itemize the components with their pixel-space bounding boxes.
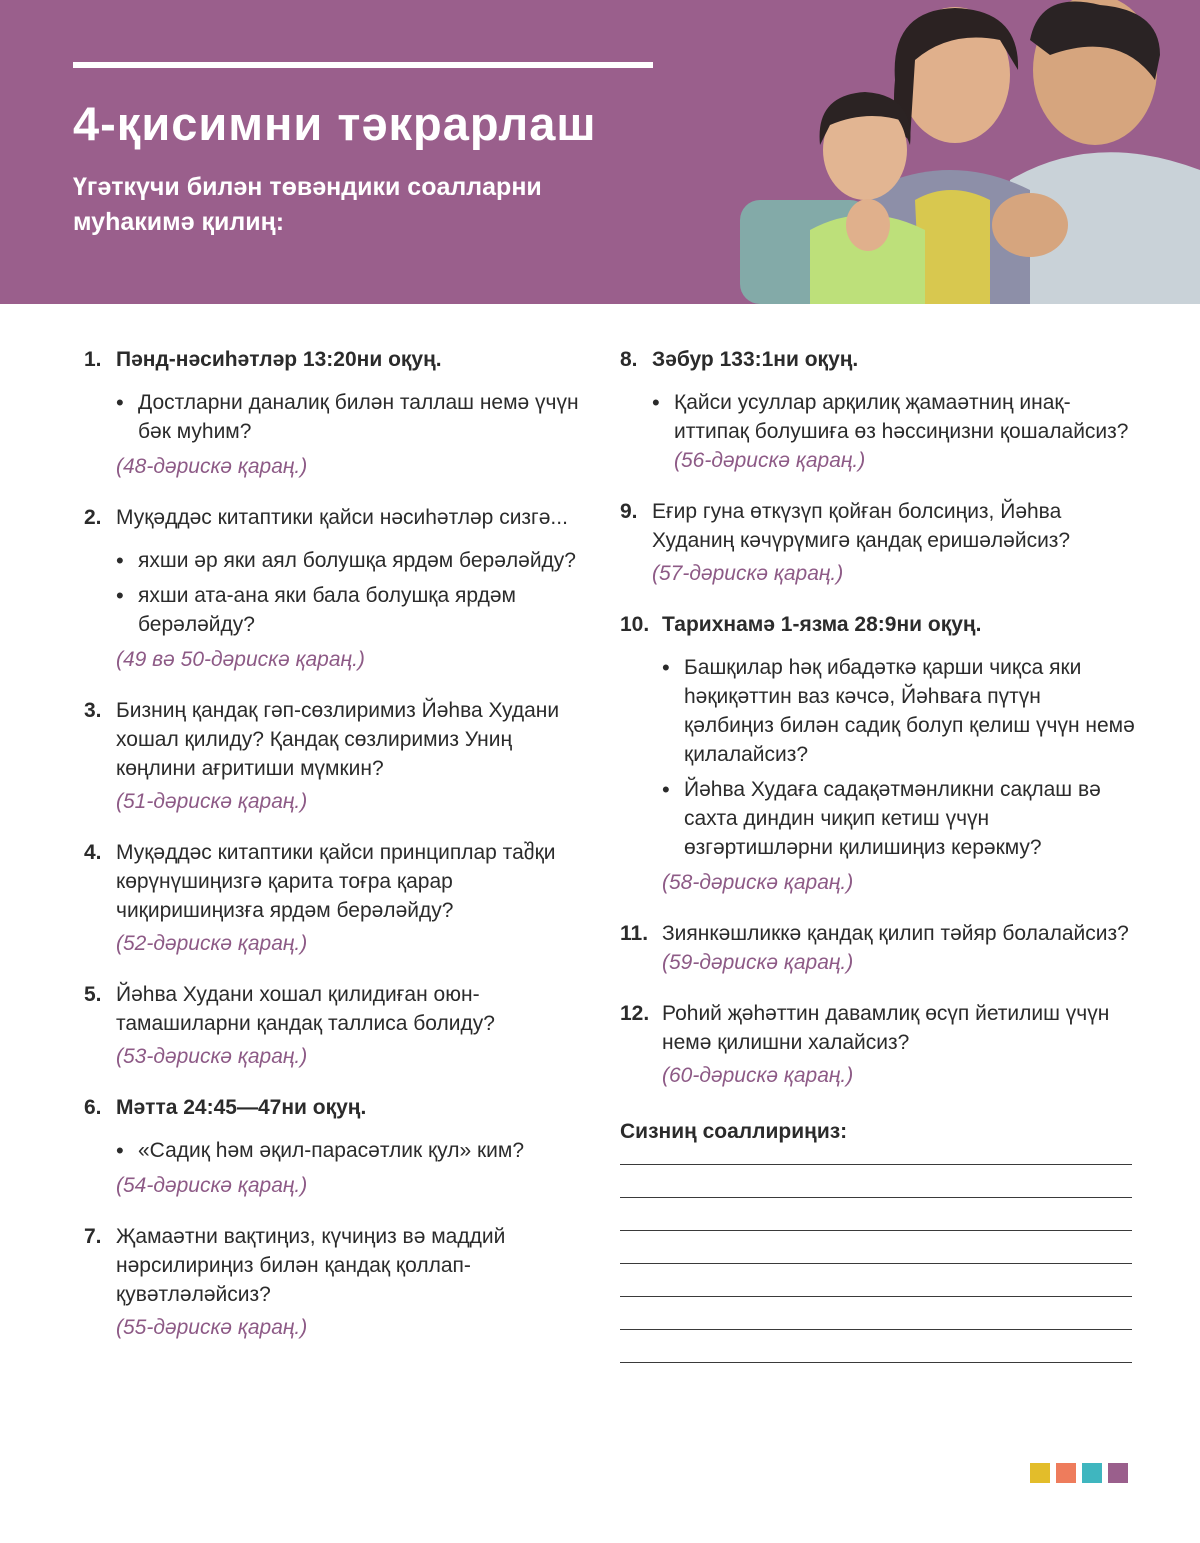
color-square <box>1056 1463 1076 1483</box>
bullet-list <box>116 388 584 446</box>
bullet-text: «Садиқ һәм әқил-парасәтлик қул» ким? <box>138 1139 525 1162</box>
answer-line <box>620 1362 1132 1363</box>
bullet-text: Башқилар һәқ ибадәткә қарши чиқса яки һәқиқәттин ваз кәчсә, Йәһваға пүтүн қәлбиңиз билән садиқ болуп қелиш үчүн немә қилалайсиз? <box>684 656 1135 766</box>
question-text: Роһий җәһәттин давамлиқ өсүп йетилиш үчүн немә қилишни халайсиз? <box>662 1002 1110 1054</box>
lesson-reference: (54-дәрискә қараң.) <box>116 1174 308 1197</box>
question-text: Муқәддәс китаптики қайси нәсиһәтләр сизгә... <box>116 506 568 529</box>
question-number: 12. <box>620 1002 650 1025</box>
bullet-item <box>662 775 1135 862</box>
bullet-list <box>662 653 1135 862</box>
question-item <box>84 838 584 958</box>
question-number: 11. <box>620 922 649 945</box>
question-number: 9. <box>620 500 638 523</box>
page-title: 4-қисимни тәкрарлаш <box>73 97 597 150</box>
bullet-text: Йәһва Худаға садақәтмәнликни сақлаш вә сахта диндин чиқип кетиш үчүн өзгәртишләрни қилишиңиз керәкму? <box>684 778 1101 859</box>
answer-line <box>620 1197 1132 1198</box>
lesson-reference: (59-дәрискә қараң.) <box>662 951 854 974</box>
bullet-text: яхши әр яки аял болушқа ярдәм берәләйду? <box>138 549 576 572</box>
question-text: Зәбур 133:1ни оқуң. <box>652 348 859 371</box>
question-text: Зиянкәшликкә қандақ қилип тәйяр болалайсиз? <box>662 922 1129 945</box>
question-item <box>84 980 584 1071</box>
question-item <box>620 919 1135 977</box>
question-item <box>84 1093 584 1200</box>
question-item <box>620 497 1135 588</box>
answer-line <box>620 1296 1132 1297</box>
question-item <box>84 345 584 481</box>
question-text: Бизниң қандақ гәп-сөзлиримиз Йәһва Худани хошал қилиду? Қандақ сөзлиримиз Униң көңлини ағритиши мүмкин? <box>116 699 560 780</box>
question-text: Еғир гуна өткүзүп қойған болсиңиз, Йәһва Худаниң кәчүрүмигә қандақ еришәләйсиз? <box>652 500 1071 552</box>
color-squares <box>1030 1463 1128 1483</box>
bullet-item <box>662 653 1135 769</box>
lesson-reference: (48-дәрискә қараң.) <box>116 455 308 478</box>
bullet-item <box>116 388 584 446</box>
question-number: 5. <box>84 983 102 1006</box>
question-number: 3. <box>84 699 102 722</box>
question-item <box>84 1222 584 1342</box>
questions-right-column <box>620 345 1135 1395</box>
question-number: 2. <box>84 506 102 529</box>
question-number: 8. <box>620 348 638 371</box>
bullet-item <box>116 1136 584 1165</box>
question-item <box>620 345 1135 475</box>
bullet-item <box>116 546 584 575</box>
family-praying-illustration <box>700 0 1200 304</box>
question-number: 10. <box>620 613 650 636</box>
question-item <box>620 999 1135 1090</box>
question-text: Пәнд-нәсиһәтләр 13:20ни оқуң. <box>116 348 442 371</box>
question-number: 4. <box>84 841 102 864</box>
color-square <box>1082 1463 1102 1483</box>
question-text: Муқәддәс китаптики қайси принциплар таშқи көрүнүшиңизгә қарита тоғра қарар чиқиришиңизға ярдәм берәләйду? <box>116 841 556 922</box>
lesson-reference: (57-дәрискә қараң.) <box>652 562 844 585</box>
question-item <box>84 696 584 816</box>
bullet-list <box>116 1136 584 1165</box>
question-text: Тарихнамә 1-язма 28:9ни оқуң. <box>662 613 982 636</box>
header-rule <box>73 62 653 68</box>
question-text: Йәһва Худани хошал қилидиған оюн-тамашиларни қандақ таллиса болиду? <box>116 983 495 1035</box>
answer-line <box>620 1263 1132 1264</box>
bullet-item <box>116 581 584 639</box>
page-subtitle: Үгәткүчи билән төвәндики соалларни муһакимә қилиң: <box>73 173 542 236</box>
answer-line <box>620 1329 1132 1330</box>
lesson-reference: (55-дәрискә қараң.) <box>116 1316 308 1339</box>
lesson-reference: (51-дәрискә қараң.) <box>116 790 308 813</box>
answer-line <box>620 1230 1132 1231</box>
question-number: 1. <box>84 348 102 371</box>
bullet-text: Қайси усуллар арқилиқ җамаәтниң инақ-иттипақ болушиға өз һәссиңизни қошалайсиз? <box>674 391 1129 443</box>
question-item <box>620 610 1135 897</box>
question-text: Җамаәтни вақтиңиз, күчиңиз вә маддий нәрсилириңиз билән қандақ қоллап-қувәтләләйсиз? <box>116 1225 506 1306</box>
question-number: 7. <box>84 1225 102 1248</box>
questions-left-column <box>84 345 584 1364</box>
lesson-reference: (52-дәрискә қараң.) <box>116 932 308 955</box>
header-banner <box>0 0 1200 304</box>
question-number: 6. <box>84 1096 102 1119</box>
bullet-list <box>652 388 1135 475</box>
lesson-reference: (56-дәрискә қараң.) <box>674 449 866 472</box>
bullet-list <box>116 546 584 639</box>
question-text: Мәтта 24:45—47ни оқуң. <box>116 1096 367 1119</box>
lesson-reference: (60-дәрискә қараң.) <box>662 1064 854 1087</box>
lesson-reference: (49 вә 50-дәрискә қараң.) <box>116 648 365 671</box>
color-square <box>1108 1463 1128 1483</box>
color-square <box>1030 1463 1050 1483</box>
question-item <box>84 503 584 674</box>
bullet-text: Достларни даналиқ билән таллаш немә үчүн бәк муһим? <box>138 391 579 443</box>
answer-line <box>620 1164 1132 1165</box>
your-questions-label: Сизниң соаллириңиз: <box>620 1120 848 1143</box>
bullet-text: яхши ата-ана яки бала болушқа ярдәм берәләйду? <box>138 584 516 636</box>
lesson-reference: (58-дәрискә қараң.) <box>662 871 854 894</box>
bullet-item <box>652 388 1135 475</box>
lesson-reference: (53-дәрискә қараң.) <box>116 1045 308 1068</box>
